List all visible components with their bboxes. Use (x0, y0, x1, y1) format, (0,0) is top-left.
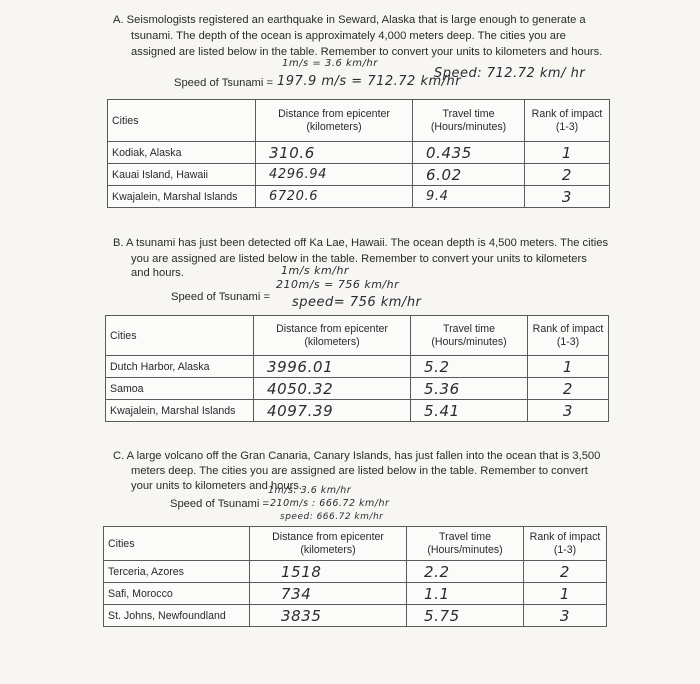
distance-value: 6720.6 (269, 189, 319, 204)
distance-value: 1518 (281, 562, 322, 581)
section-c-line-1: C. A large volcano off the Gran Canaria, Canary Islands, has just fallen into the ocean that is 3,500 (113, 450, 601, 462)
section-a-line-2: tsunami. The depth of the ocean is approximately 4,000 meters deep. The cities you are (131, 30, 566, 42)
travel-time-value: 5.2 (424, 357, 450, 376)
travel-time-value: 0.435 (426, 143, 472, 162)
table-header-row (104, 527, 607, 561)
section-b-line-1: B. A tsunami has just been detected off Ka Lae, Hawaii. The ocean depth is 4,500 meters. The cities (113, 237, 609, 249)
rank-value: 2 (561, 165, 573, 184)
city-cell: Dutch Harbor, Alaska (106, 356, 254, 378)
table-row (104, 583, 607, 605)
travel-time-value: 2.2 (424, 562, 450, 581)
distance-value: 4296.94 (269, 167, 327, 182)
section-a-table (107, 99, 610, 208)
rank-value: 3 (559, 606, 571, 625)
header-distance: Distance from epicenter (kilometers) (256, 100, 413, 142)
rank-value: 3 (562, 401, 574, 420)
rank-value: 1 (559, 584, 571, 603)
travel-time-value: 5.36 (424, 379, 460, 398)
section-c-conversion-note: 1m/s: 3.6 km/hr (268, 485, 352, 496)
table-row (108, 164, 610, 186)
city-cell: Samoa (106, 378, 254, 400)
header-distance: Distance from epicenter (kilometers) (250, 527, 407, 561)
header-travel-time: Travel time (Hours/minutes) (407, 527, 524, 561)
header-distance: Distance from epicenter (kilometers) (254, 316, 411, 356)
travel-time-value: 1.1 (424, 584, 450, 603)
distance-value: 3835 (281, 606, 322, 625)
section-b-speed-label: Speed of Tsunami = (171, 291, 270, 303)
rank-value: 1 (561, 143, 573, 162)
city-cell: Kwajalein, Marshal Islands (108, 186, 256, 208)
header-travel-time: Travel time (Hours/minutes) (411, 316, 528, 356)
section-b-table (105, 315, 609, 422)
city-cell: St. Johns, Newfoundland (104, 605, 250, 627)
distance-value: 734 (281, 584, 312, 603)
travel-time-value: 5.41 (424, 401, 460, 420)
section-a-line-3: assigned are listed below in the table. Remember to convert your units to kilometers and hours. (131, 46, 603, 58)
distance-value: 4097.39 (267, 401, 334, 420)
distance-value: 3996.01 (267, 357, 334, 376)
rank-value: 2 (562, 379, 574, 398)
header-rank: Rank of impact (1-3) (525, 100, 610, 142)
section-b-line-2: you are assigned are listed below in the table. Remember to convert your units to kilometers (131, 253, 587, 265)
section-b-line-3: and hours. (131, 267, 184, 279)
header-cities: Cities (106, 316, 254, 356)
table-row (106, 356, 609, 378)
section-b-speed-final: speed= 756 km/hr (292, 295, 422, 310)
table-row (106, 378, 609, 400)
section-c-line-2: meters deep. The cities you are assigned are listed below in the table. Remember to convert (131, 465, 588, 477)
header-cities: Cities (104, 527, 250, 561)
rank-value: 2 (559, 562, 571, 581)
table-header-row (106, 316, 609, 356)
city-cell: Kauai Island, Hawaii (108, 164, 256, 186)
section-a-speed-label: Speed of Tsunami = (174, 77, 273, 89)
travel-time-value: 5.75 (424, 606, 460, 625)
travel-time-value: 6.02 (426, 165, 462, 184)
header-rank: Rank of impact (1-3) (524, 527, 607, 561)
city-cell: Kwajalein, Marshal Islands (106, 400, 254, 422)
section-c-speed-value: 210m/s : 666.72 km/hr (270, 498, 390, 509)
section-c-speed-final: speed: 666.72 km/hr (280, 512, 384, 522)
section-a-speed-value: 197.9 m/s = 712.72 km/hr (277, 74, 462, 89)
table-row (104, 561, 607, 583)
section-c-speed-label: Speed of Tsunami = (170, 498, 269, 510)
section-c-table (103, 526, 607, 627)
section-c-line-3: your units to kilometers and hours. (131, 480, 303, 492)
rank-value: 1 (562, 357, 574, 376)
header-travel-time: Travel time (Hours/minutes) (413, 100, 525, 142)
city-cell: Kodiak, Alaska (108, 142, 256, 164)
section-a-line-1: A. Seismologists registered an earthquake in Seward, Alaska that is large enough to generate a (113, 14, 586, 26)
city-cell: Safi, Morocco (104, 583, 250, 605)
distance-value: 310.6 (269, 143, 315, 162)
table-row (108, 142, 610, 164)
section-a-speed-note: Speed: 712.72 km/ hr (434, 66, 586, 81)
table-header-row (108, 100, 610, 142)
header-rank: Rank of impact (1-3) (528, 316, 609, 356)
table-row (108, 186, 610, 208)
city-cell: Terceria, Azores (104, 561, 250, 583)
section-b-speed-value: 210m/s = 756 km/hr (276, 278, 400, 291)
section-a-conversion-note: 1m/s = 3.6 km/hr (282, 58, 378, 69)
table-row (104, 605, 607, 627)
travel-time-value: 9.4 (426, 189, 449, 204)
rank-value: 3 (561, 187, 573, 206)
header-cities: Cities (108, 100, 256, 142)
table-row (106, 400, 609, 422)
section-b-conversion-note: 1m/s km/hr (281, 264, 349, 277)
distance-value: 4050.32 (267, 379, 334, 398)
